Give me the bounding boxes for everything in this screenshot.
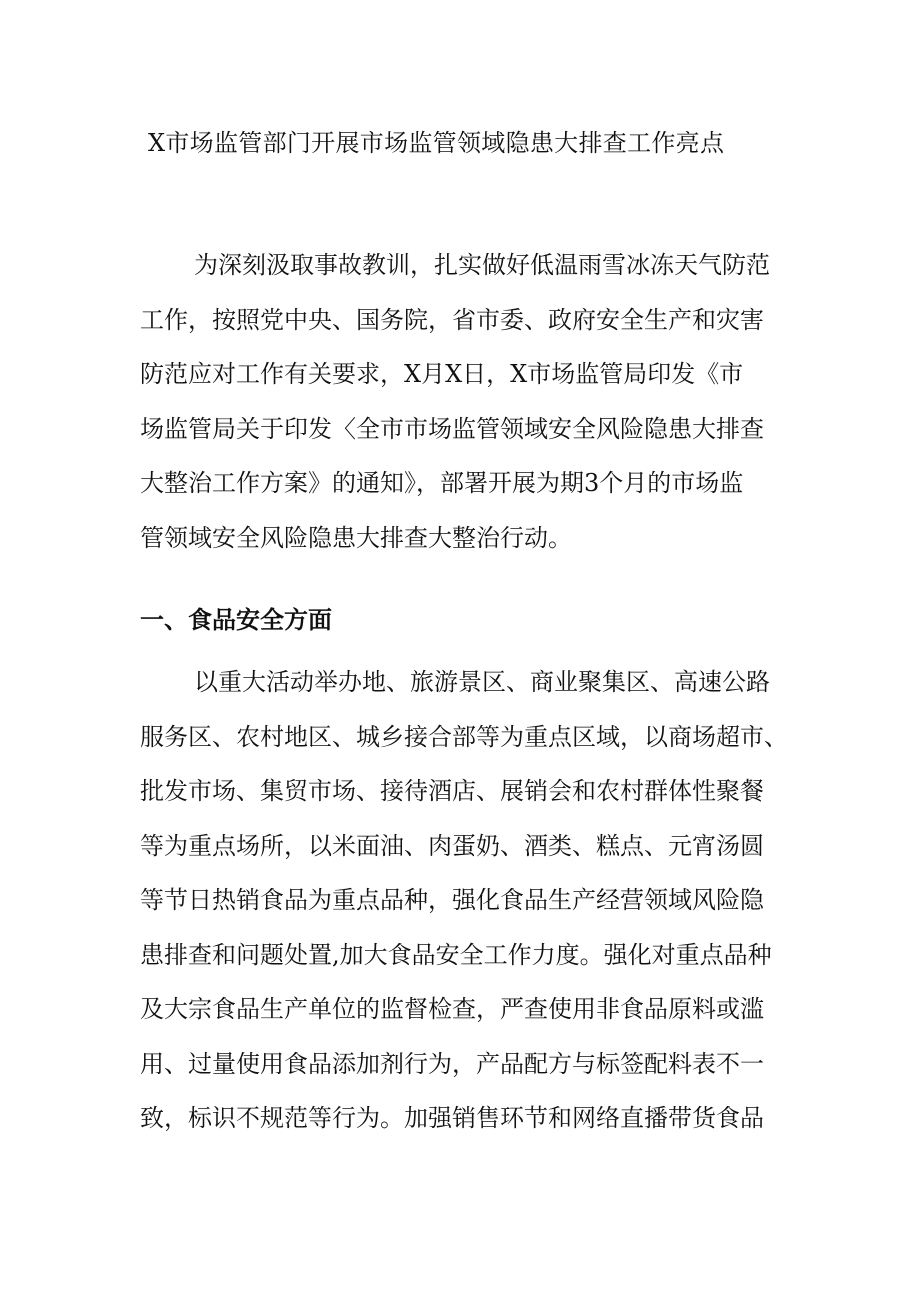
section1-line: 批发市场、集贸市场、接待酒店、展销会和农村群体性聚餐	[140, 777, 764, 805]
intro-paragraph	[140, 238, 800, 565]
intro-line: 防范应对工作有关要求，X月X日，X市场监管局印发《市	[140, 360, 744, 388]
intro-line: 场监管局关于印发〈全市市场监管领域安全风险隐患大排查	[140, 414, 764, 443]
intro-line: 为深刻汲取事故教训，扎实做好低温雨雪冰冻天气防范	[194, 251, 770, 279]
section1-line: 等节日热销食品为重点品种，强化食品生产经营领域风险隐	[140, 886, 764, 914]
section1-paragraph	[140, 655, 800, 1146]
section1-line: 等为重点场所，以米面油、肉蛋奶、酒类、糕点、元宵汤圆	[140, 831, 764, 860]
intro-line: 大整治工作方案》的通知》，部署开展为期3个月的市场监	[140, 469, 744, 497]
intro-line: 工作，按照党中央、国务院，省市委、政府安全生产和灾害	[140, 305, 764, 334]
section1-line: 服务区、农村地区、城乡接合部等为重点区域，以商场超市、	[140, 722, 788, 751]
section1-line: 致，标识不规范等行为。加强销售环节和网络直播带货食品	[140, 1104, 764, 1132]
document-title: X市场监管部门开展市场监管领域隐患大排查工作亮点	[148, 129, 725, 157]
section1-line: 以重大活动举办地、旅游景区、商业聚集区、高速公路	[194, 668, 770, 696]
section1-line: 及大宗食品生产单位的监督检查，严查使用非食品原料或滥	[140, 995, 764, 1023]
intro-line: 管领域安全风险隐患大排查大整治行动。	[140, 523, 572, 552]
section1-line: 患排查和问题处置,加大食品安全工作力度。强化对重点品种	[140, 940, 772, 969]
section1-line: 用、过量使用食品添加剂行为，产品配方与标签配料表不一	[140, 1049, 764, 1078]
section-heading-food-safety: 一、食品安全方面	[140, 606, 332, 634]
